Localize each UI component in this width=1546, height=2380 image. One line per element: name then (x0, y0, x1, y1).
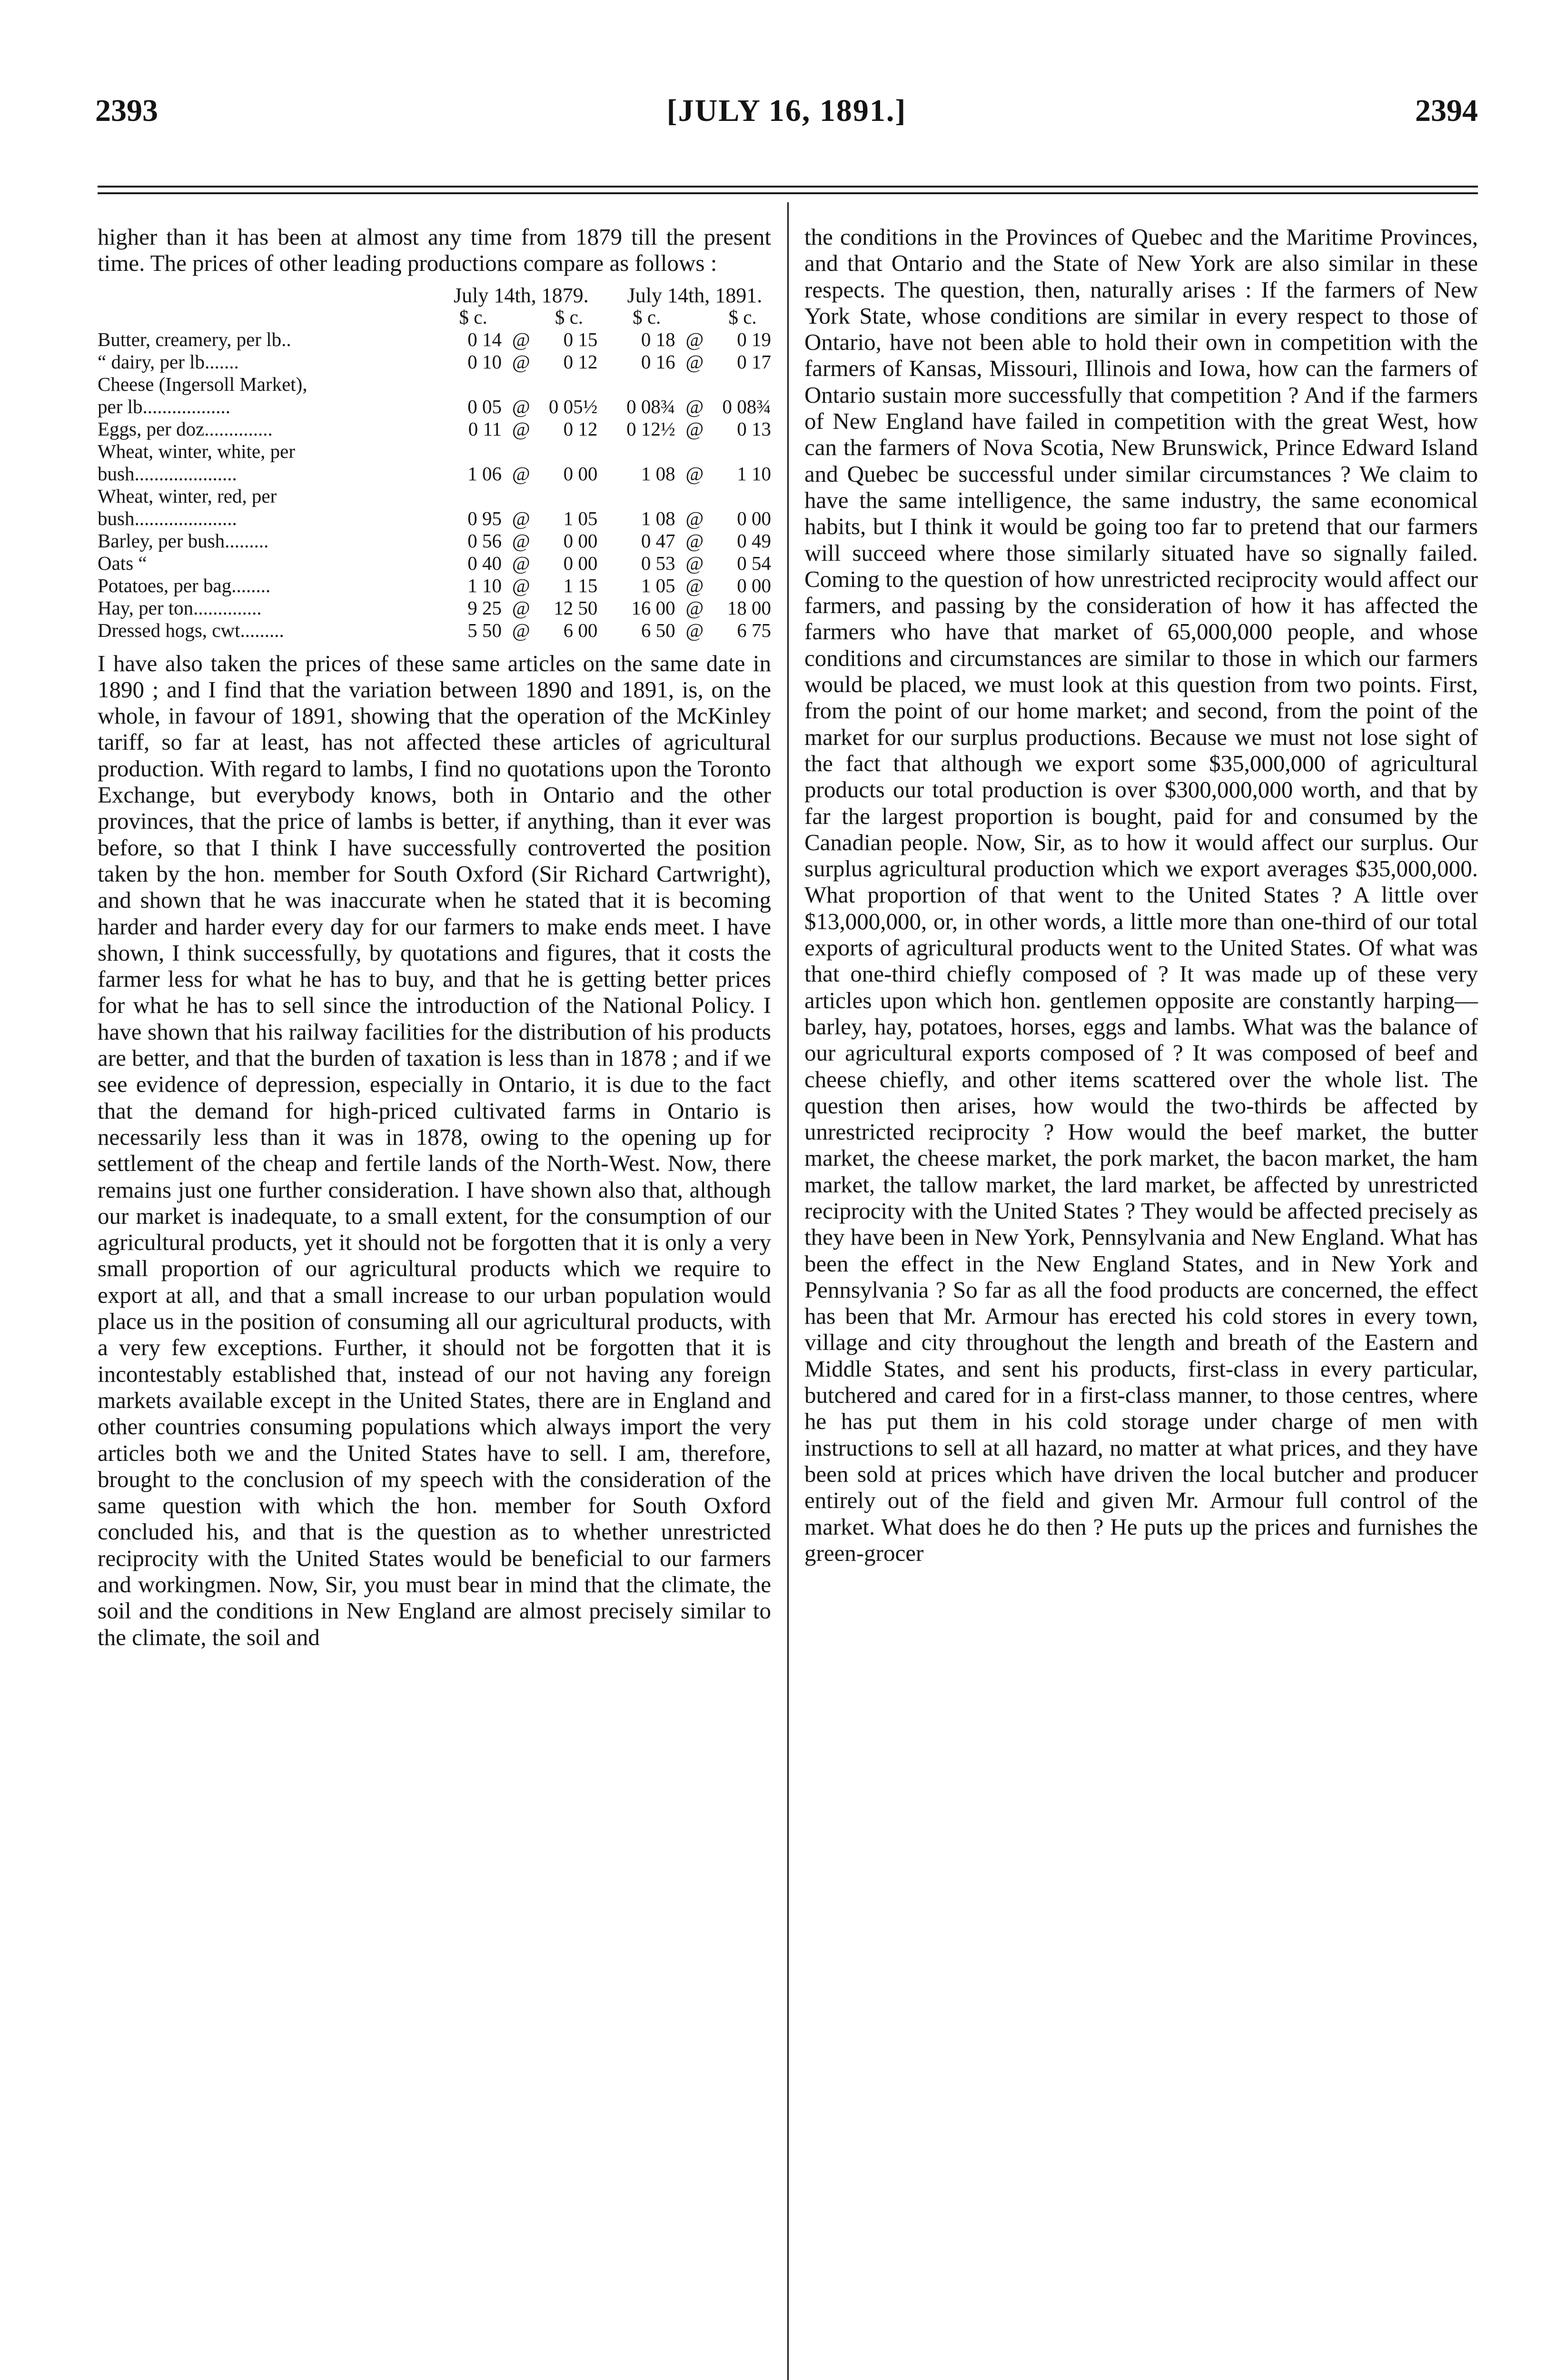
price-high-1891: 6 75 (737, 619, 771, 641)
unit-label: $ c. (633, 306, 661, 328)
at-symbol (502, 440, 541, 463)
price-high-1891 (714, 373, 771, 396)
at-symbol: @ (685, 328, 704, 350)
price-high-1891: 0 49 (737, 529, 771, 552)
row-label: “ dairy, per lb....... (98, 350, 239, 373)
table-row (98, 485, 771, 507)
price-low-1891: 0 16 (641, 350, 675, 373)
price-low-1879: 9 25 (467, 596, 502, 619)
price-high-1879 (541, 485, 598, 507)
at-symbol: @ (685, 529, 704, 552)
price-low-1891: 0 53 (641, 552, 675, 574)
price-high-1891: 1 10 (737, 462, 771, 485)
price-low-1879: 1 10 (467, 574, 502, 596)
price-high-1879: 0 05½ (548, 395, 598, 417)
table-row (98, 552, 771, 575)
price-high-1891: 0 19 (737, 328, 771, 350)
row-label: Butter, creamery, per lb.. (98, 328, 291, 350)
column-gap (597, 396, 618, 418)
row-label: bush..................... (98, 507, 237, 529)
price-low-1891: 1 08 (641, 462, 675, 485)
column-gap (597, 351, 618, 373)
page-number-right: 2394 (1415, 93, 1478, 128)
left-column (98, 224, 771, 1650)
price-high-1891: 0 13 (737, 417, 771, 440)
unit-label: $ c. (555, 306, 584, 328)
price-high-1879: 0 00 (563, 529, 598, 552)
column-gap (597, 619, 618, 642)
at-symbol: @ (512, 395, 530, 417)
price-table-container (98, 285, 771, 642)
at-symbol: @ (685, 552, 704, 574)
price-high-1879: 1 15 (563, 574, 598, 596)
row-label: Cheese (Ingersoll Market), (98, 373, 307, 395)
price-high-1891 (714, 485, 771, 507)
at-symbol: @ (512, 507, 530, 529)
column-divider (787, 202, 789, 2380)
price-low-1879: 5 50 (467, 619, 502, 641)
price-high-1891: 0 54 (737, 552, 771, 574)
price-low-1879: 0 05 (467, 395, 502, 417)
header-rule-top (98, 186, 1478, 188)
price-low-1879 (445, 485, 502, 507)
row-label: Eggs, per doz.............. (98, 417, 273, 440)
table-row (98, 507, 771, 530)
price-high-1891: 0 08¾ (722, 395, 771, 417)
price-high-1879 (541, 373, 598, 396)
column-gap (597, 328, 618, 351)
at-symbol (675, 440, 714, 463)
row-label: Wheat, winter, white, per (98, 440, 296, 462)
table-row (98, 440, 771, 463)
column-gap (597, 373, 618, 396)
at-symbol: @ (685, 462, 704, 485)
row-label: Hay, per ton.............. (98, 596, 262, 619)
header-rule-bottom (98, 192, 1478, 194)
table-row (98, 418, 771, 440)
at-symbol: @ (512, 552, 530, 574)
body-paragraph-left: I have also taken the prices of these same articles on the same date in 1890 ; and I find that the variation between 1890 and 1891, is, on the whole, in favour of 1891, showing that the operation of the McKinley tariff, so far at least, has not affected these articles of agricultural production. With regard to lambs, I find no quotations upon the Toronto Exchange, but everybody knows, both in Ontario and the other provinces, that the price of lambs is better, if anything, than it ever was before, so that I think I have successfully controverted the position taken by the hon. member for South Oxford (Sir Richard Cartwright), and shown that he was inaccurate when he stated that it is becoming harder and harder every day for our farmers to make ends meet. I have shown, I think successfully, by quotations and figures, that it costs the farmer less for what he has to buy, and that he is getting better prices for what he has to sell since the introduction of the National Policy. I have shown that his railway facilities for the distribution of his products are better, and that the burden of taxation is less than in 1878 ; and if we see evidence of depression, especially in Ontario, it is due to the fact that the demand for high-priced cultivated farms in Ontario is necessarily less than it was in 1878, owing to the opening up for settlement of the cheap and fertile lands of the North-West. Now, there remains just one further consideration. I have shown also that, although our market is inadequate, to a small extent, for the consumption of our agricultural products, yet it should not be forgotten that it is only a very small proportion of our agricultural products which we require to export at all, and that a small increase to our urban population would place us in the position of consuming all our agricultural products, with a very few exceptions. Further, it should not be forgotten that it is incontestably established that, instead of our not having any foreign markets available except in the United States, there are in England and other countries consuming populations which always import the very articles both we and the United States have to sell. I am, therefore, brought to the conclusion of my speech with the consideration of the same question with which the hon. member for South Oxford concluded his, and that is the question as to whether unrestricted reciprocity with the United States would be beneficial to our farmers and workingmen. Now, Sir, you must bear in mind that the climate, the soil and the conditions in New England are almost precisely similar to the climate, the soil and (98, 650, 771, 1650)
at-symbol: @ (685, 417, 704, 440)
column-gap (597, 597, 618, 619)
row-label: Barley, per bush......... (98, 529, 269, 552)
table-row (98, 373, 771, 396)
row-label: Dressed hogs, cwt......... (98, 619, 284, 641)
table-row (98, 619, 771, 642)
at-symbol: @ (512, 619, 530, 641)
price-low-1879: 1 06 (467, 462, 502, 485)
price-high-1879: 12 50 (554, 596, 598, 619)
price-high-1879: 0 12 (563, 417, 598, 440)
price-low-1891: 0 12½ (626, 417, 675, 440)
price-high-1879 (541, 440, 598, 463)
at-symbol: @ (512, 328, 530, 350)
at-symbol: @ (512, 350, 530, 373)
price-high-1879: 0 15 (563, 328, 598, 350)
at-symbol: @ (685, 596, 704, 619)
price-high-1879: 0 00 (563, 462, 598, 485)
table-row (98, 396, 771, 418)
at-symbol: @ (512, 529, 530, 552)
price-low-1891: 1 05 (641, 574, 675, 596)
column-gap (597, 485, 618, 507)
table-row (98, 575, 771, 597)
column-gap (597, 575, 618, 597)
price-low-1891: 16 00 (631, 596, 675, 619)
price-low-1879 (445, 373, 502, 396)
price-high-1879: 1 05 (563, 507, 598, 529)
price-low-1879: 0 95 (467, 507, 502, 529)
at-symbol (675, 373, 714, 396)
price-low-1891: 0 08¾ (626, 395, 675, 417)
at-symbol: @ (685, 507, 704, 529)
column-header-1891: July 14th, 1891. (627, 283, 763, 307)
price-high-1891: 18 00 (727, 596, 771, 619)
price-low-1879 (445, 440, 502, 463)
page-header (95, 93, 1478, 140)
row-label: Oats “ (98, 552, 147, 574)
price-low-1879: 0 40 (467, 552, 502, 574)
price-high-1891: 0 00 (737, 507, 771, 529)
price-high-1891: 0 00 (737, 574, 771, 596)
at-symbol: @ (685, 619, 704, 641)
table-row (98, 530, 771, 552)
intro-paragraph: higher than it has been at almost any time from 1879 till the present time. The prices of other leading productions compare as follows : (98, 224, 771, 277)
price-high-1879: 0 00 (563, 552, 598, 574)
price-low-1879: 0 56 (467, 529, 502, 552)
table-row (98, 597, 771, 619)
page-number-left: 2393 (95, 93, 158, 128)
at-symbol (502, 485, 541, 507)
price-rows (98, 328, 771, 642)
column-gap (597, 552, 618, 575)
price-low-1891: 6 50 (641, 619, 675, 641)
units-row (98, 306, 771, 328)
price-high-1891: 0 17 (737, 350, 771, 373)
at-symbol: @ (685, 350, 704, 373)
at-symbol: @ (512, 574, 530, 596)
row-label: Potatoes, per bag........ (98, 574, 271, 596)
price-low-1891 (618, 373, 675, 396)
price-low-1891: 0 47 (641, 529, 675, 552)
row-label: per lb.................. (98, 395, 230, 417)
table-header-row (98, 285, 771, 306)
column-gap (597, 463, 618, 485)
table-row (98, 463, 771, 485)
row-label: bush..................... (98, 462, 237, 485)
row-label: Wheat, winter, red, per (98, 485, 277, 507)
at-symbol: @ (512, 596, 530, 619)
price-high-1879: 6 00 (563, 619, 598, 641)
right-column (804, 224, 1478, 1566)
price-high-1879: 0 12 (563, 350, 598, 373)
column-gap (597, 418, 618, 440)
unit-label: $ c. (728, 306, 757, 328)
column-gap (597, 530, 618, 552)
table-row (98, 351, 771, 373)
price-low-1891: 1 08 (641, 507, 675, 529)
price-low-1891 (618, 485, 675, 507)
at-symbol: @ (512, 417, 530, 440)
issue-date: [JULY 16, 1891.] (666, 93, 907, 128)
at-symbol (502, 373, 541, 396)
price-low-1891: 0 18 (641, 328, 675, 350)
price-high-1891 (714, 440, 771, 463)
price-low-1879: 0 14 (467, 328, 502, 350)
price-low-1891 (618, 440, 675, 463)
column-gap (597, 440, 618, 463)
column-gap (597, 507, 618, 530)
price-low-1879: 0 10 (467, 350, 502, 373)
at-symbol: @ (512, 462, 530, 485)
at-symbol: @ (685, 574, 704, 596)
table-row (98, 328, 771, 351)
body-paragraph-right: the conditions in the Provinces of Quebec and the Maritime Provinces, and that Ontario and the State of New York are also similar in these respects. The question, then, naturally arises : If the farmers of New York State, whose conditions are similar in every respect to those of Ontario, have not been able to hold their own in competition with the farmers of Kansas, Missouri, Illinois and Iowa, how can the farmers of Ontario sustain more successfully that competition ? And if the farmers of New England have failed in competition with the great West, how can the farmers of Nova Scotia, New Brunswick, Prince Edward Island and Quebec be successful under similar circumstances ? We claim to have the same intelligence, the same industry, the same economical habits, but I think it would be going too far to pretend that our farmers will succeed where those similarly situated have so signally failed. Coming to the question of how unrestricted reciprocity would affect our farmers, and passing by the consideration of how it has affected the farmers who have that market of 65,000,000 people, and whose conditions and circumstances are similar to those in which our farmers would be placed, we must look at this question from two points. First, from the point of our home market; and second, from the point of the market for our surplus productions. Because we must not lose sight of the fact that although we export some $35,000,000 of agricultural products our total production is over $300,000,000 worth, and that by far the largest proportion is bought, paid for and consumed by the Canadian people. Now, Sir, as to how it would affect our surplus. Our surplus agricultural production which we export averages $35,000,000. What proportion of that went to the United States ? A little over $13,000,000, or, in other words, a little more than one-third of our total exports of agricultural products went to the United States. Of what was that one-third chiefly composed of ? It was made up of these very articles upon which hon. gentlemen opposite are constantly harping—barley, hay, potatoes, horses, eggs and lambs. What was the balance of our agricultural exports composed of ? It was composed of beef and cheese chiefly, and other items scattered over the whole list. The question then arises, how would the two-thirds be affected by unrestricted reciprocity ? How would the beef market, the butter market, the cheese market, the pork market, the bacon market, the ham market, the tallow market, the lard market, be affected by unrestricted reciprocity with the United States ? They would be affected precisely as they have been in New York, Pennsylvania and New England. What has been the effect in the New England States, and in New York and Pennsylvania ? So far as all the food products are concerned, the effect has been that Mr. Armour has erected his cold stores in every town, village and city throughout the length and breath of the Eastern and Middle States, and sent his products, first-class in every particular, butchered and cared for in a first-class manner, to those centres, where he has put them in his cold storage under charge of men with instructions to sell at all hazard, no matter at what prices, and they have been sold at prices which have driven the local butcher and producer entirely out of the field and given Mr. Armour full control of the market. What does he do then ? He puts up the prices and furnishes the green-grocer (804, 224, 1478, 1566)
price-low-1879: 0 11 (468, 417, 502, 440)
price-comparison-table (98, 285, 771, 642)
at-symbol (675, 485, 714, 507)
unit-label: $ c. (459, 306, 487, 328)
at-symbol: @ (685, 395, 704, 417)
column-header-1879: July 14th, 1879. (454, 283, 589, 307)
